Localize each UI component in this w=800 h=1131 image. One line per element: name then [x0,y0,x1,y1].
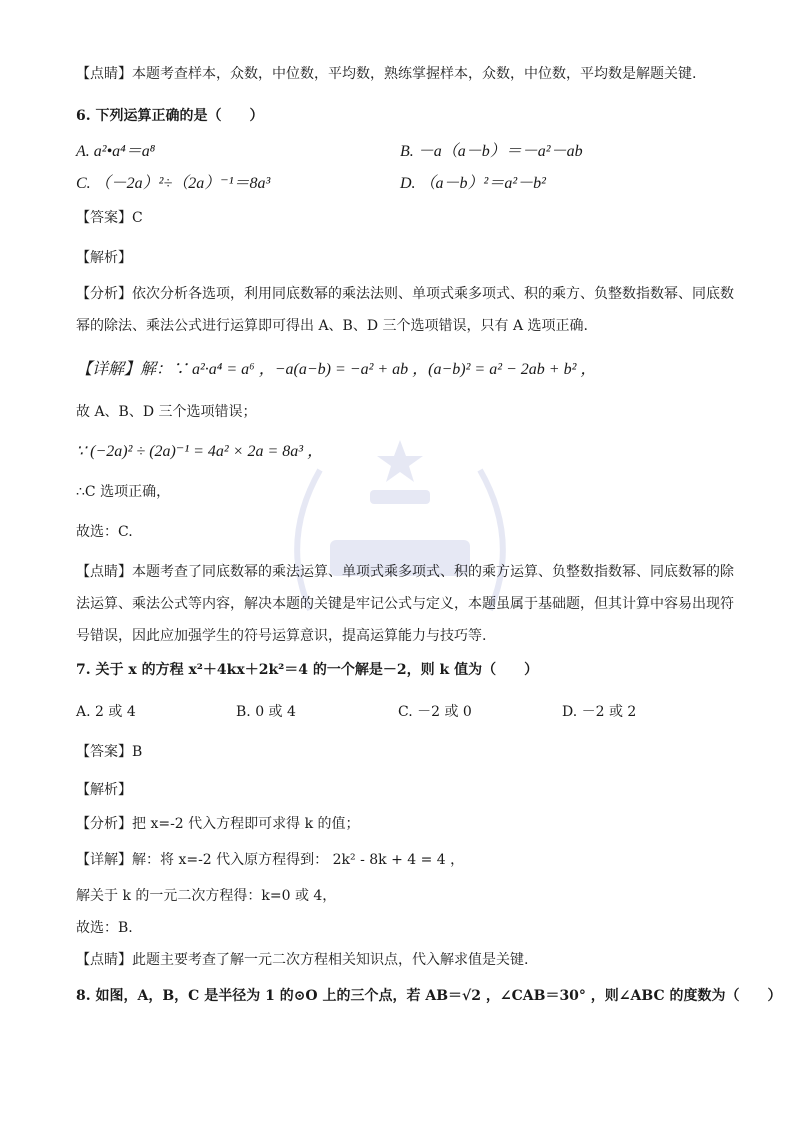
q7-detail-2: 解关于 k 的一元二次方程得：k=0 或 4， [76,888,337,904]
q7-jiexi: 【解析】 [76,782,132,798]
q6-dianjing: 【点睛】本题考查了同底数幂的乘法运算、单项式乘多项式、积的乘方运算、负整数指数幂、同底数幂的除法运算、乘法公式等内容，解决本题的关键是牢记公式与定义，本题虽属于基础题，但其计算中容易出现符号错误，因此应加强学生的符号运算意识，提高运算能力与技巧等. [76,564,734,644]
q6-select: 故选：C. [76,524,133,540]
q6-detail-3: ∵ (−2a)² ÷ (2a)⁻¹ = 4a² × 2a = 8a³ ， [76,443,324,460]
q7-dianjing: 【点睛】此题主要考查了解一元二次方程相关知识点，代入解求值是关键. [76,952,529,968]
prev-dianjing: 【点睛】本题考查样本，众数，中位数，平均数，熟练掌握样本，众数，中位数，平均数是解题关键. [76,66,697,82]
q6-option-d: D. （a－b）²＝a²－b² [400,175,546,192]
q7-option-c: C. －2 或 0 [398,704,472,720]
q7-option-d: D. －2 或 2 [562,704,637,720]
q6-option-b: B. －a（a－b）＝－a²－ab [400,143,583,160]
q7-fenxi: 【分析】把 x=-2 代入方程即可求得 k 的值； [76,816,360,832]
q6-option-c: C. （－2a）²÷（2a）⁻¹＝8a³ [76,175,271,192]
q6-answer: 【答案】C [76,210,143,226]
q6-detail-2: 故 A、B、D 三个选项错误； [76,404,257,420]
q6-detail-4: ∴C 选项正确， [76,484,171,500]
q7-title: 7. 关于 x 的方程 x²＋4kx＋2k²＝4 的一个解是－2，则 k 值为（ ） [76,662,539,678]
q6-title: 6. 下列运算正确的是（ ） [76,108,264,124]
q7-answer: 【答案】B [76,744,143,760]
q6-jiexi: 【解析】 [76,250,132,266]
q7-detail-1: 【详解】解：将 x=-2 代入原方程得到： 2k² - 8k + 4 = 4 ， [76,852,465,868]
q6-option-a: A. a²•a⁴＝a⁸ [76,143,156,160]
q7-option-b: B. 0 或 4 [236,704,296,720]
q7-select: 故选：B. [76,920,133,936]
q7-option-a: A. 2 或 4 [76,704,136,720]
q6-fenxi: 【分析】依次分析各选项，利用同底数幂的乘法法则、单项式乘多项式、积的乘方、负整数指数幂、同底数幂的除法、乘法公式进行运算即可得出 A、B、D 三个选项错误，只有 A 选项正确. [76,286,734,334]
q6-detail-1: 【详解】解：∵ a²·a⁴ = a⁶ ，−a(a−b) = −a² + ab ，(a−b)² = a² − 2ab + b² ， [76,361,597,378]
q8-title: 8. 如图，A，B，C 是半径为 1 的⊙O 上的三个点，若 AB＝√2 ，∠CAB＝30° ，则∠ABC 的度数为（ ） [76,988,782,1004]
